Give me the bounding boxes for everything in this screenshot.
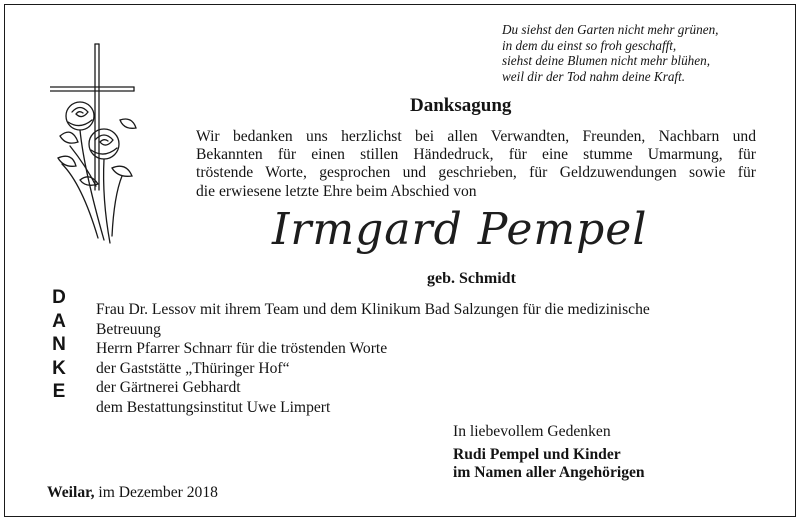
intro-paragraph (196, 128, 756, 201)
danke-letter: E (52, 381, 66, 403)
thanks-line: Herrn Pfarrer Schnarr für die tröstenden Worte (96, 340, 388, 358)
thanks-line: Frau Dr. Lessov mit ihrem Team und dem Klinikum Bad Salzungen für die medizinische (96, 301, 650, 318)
intro-line: die erwiesene letzte Ehre beim Abschied von (196, 182, 477, 200)
place-name: Weilar, (47, 484, 95, 501)
danke-letter: K (52, 357, 66, 379)
family-line: im Namen aller Angehörigen (453, 464, 645, 481)
place-and-date (47, 484, 218, 502)
poem-line: weil dir der Tod nahm deine Kraft. (502, 68, 686, 84)
deceased-name: Irmgard Pempel (272, 204, 648, 255)
thanks-line: der Gärtnerei Gebhardt (96, 379, 241, 397)
date-text: im Dezember 2018 (98, 484, 218, 501)
cross-with-roses-icon (50, 40, 150, 250)
poem-line: siehst deine Blumen nicht mehr blühen, (502, 53, 711, 69)
family-line: Rudi Pempel und Kinder (453, 446, 621, 463)
poem-line: Du siehst den Garten nicht mehr grünen, (502, 22, 719, 37)
family-signature (453, 446, 645, 482)
poem-line: in dem du einst so froh geschafft, (502, 37, 677, 53)
page-title: Danksagung (410, 95, 512, 116)
danke-letter: D (52, 287, 66, 308)
intro-line: Bekannten für einen stillen Händedruck, für eine stumme Umarmung, für (196, 146, 756, 164)
closing-phrase: In liebevollem Gedenken (453, 423, 611, 440)
thanks-line: dem Bestattungsinstitut Uwe Limpert (96, 398, 331, 416)
thanks-list (96, 300, 736, 418)
intro-line: Wir bedanken uns herzlichst bei allen Verwandten, Freunden, Nachbarn und (196, 128, 756, 145)
danke-vertical-word (48, 286, 70, 404)
memorial-poem (502, 22, 792, 84)
thanks-line: der Gaststätte „Thüringer Hof“ (96, 359, 290, 377)
danke-letter: N (52, 334, 66, 356)
danke-letter: A (52, 310, 66, 332)
maiden-name: geb. Schmidt (427, 270, 516, 287)
intro-line: tröstende Worte, gesprochen und geschrieben, für Geldzuwendungen sowie für (196, 164, 756, 182)
thanks-line: Betreuung (96, 320, 161, 338)
